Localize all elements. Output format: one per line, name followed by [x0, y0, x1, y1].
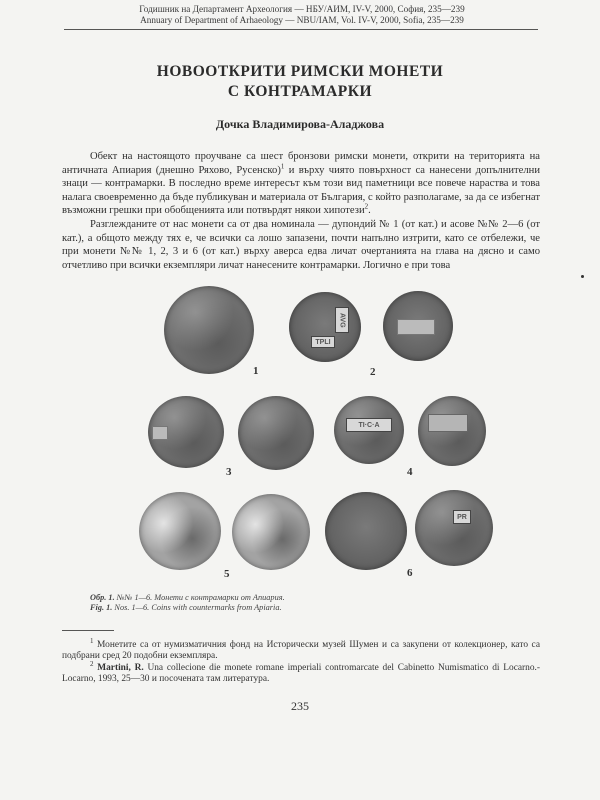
caption-en: Fig. 1. Nos. 1—6. Coins with countermarks from Apiaria.	[90, 603, 282, 612]
paragraph-1: Обект на настоящото проучване са шест бронзови римски монети, открити на територията на античната Апиария (днешно Ряхово, Русенско)$^1$ и върху чиято повърхност са нанесени допълнителни знаци — контрамарки. В последно време интересът към този вид паметници все повече нараства и това налага своевременно да бъде публикуван и материала от България, с който разполагаме, за да се избегнат възможни грешки при обобщенията или потвърдят някои хипотези$^2$.	[62, 151, 541, 217]
countermark-2-reverse	[397, 319, 435, 335]
title-line-1: НОВООТКРИТИ РИМСКИ МОНЕТИ	[156, 63, 444, 80]
coin-2-obverse[interactable]	[289, 292, 361, 362]
countermark-3	[152, 426, 168, 440]
coin-3-label: 3	[226, 466, 232, 478]
coin-6-label: 6	[407, 567, 413, 579]
coin-4-obverse[interactable]	[334, 396, 404, 464]
countermark-avg: AVG	[335, 307, 349, 333]
countermark-tica: TI·C·A	[346, 418, 392, 432]
coin-1-label: 1	[253, 365, 259, 377]
coin-2-label: 2	[370, 366, 376, 378]
header-rule	[64, 29, 538, 30]
running-head	[62, 4, 542, 26]
countermark-tpli: TPLI	[311, 336, 335, 348]
article-author: Дочка Владимирова-Аладжова	[215, 117, 385, 131]
body-text	[62, 150, 540, 272]
countermark-pr: PR	[453, 510, 471, 524]
footnote-ref-2[interactable]: 2	[364, 202, 369, 211]
coin-3-reverse[interactable]	[238, 396, 314, 470]
caption-bg: Обр. 1. №№ 1—6. Монети с контрамарки от Апиария.	[90, 593, 285, 602]
coin-2-reverse[interactable]	[383, 291, 453, 361]
countermark-4-reverse	[428, 414, 468, 432]
coin-4-label: 4	[407, 466, 413, 478]
coin-6-reverse[interactable]	[415, 490, 493, 566]
title-line-2: С КОНТРАМАРКИ	[227, 83, 373, 100]
coin-5-reverse[interactable]	[232, 494, 310, 570]
coin-5-label: 5	[224, 568, 230, 580]
coin-4-reverse[interactable]	[418, 396, 486, 466]
margin-mark	[581, 275, 584, 278]
paragraph-2: Разглежданите от нас монети са от два номинала — дупондий № 1 (от кат.) и асове №№ 2—6 (от кат.), а общото между тях е, че всички са лошо запазени, почти напълно изтрити, като се отбележи, че при монети №№ 1, 2, 3 и 6 (от кат.) върху аверса едва личат очертанията на глава на дясно и само отчетливо при всички екземпляри личат нанесените контрамарки. Логично е при това	[62, 218, 540, 271]
footnote-1: $^1$ Монетите са от нумизматичния фонд на Исторически музей Шумен и са закупени от колекционер, като са подбрани сред 20 подобни екземпляра.	[62, 636, 540, 662]
running-head-en: Annuary of Department of Arhaeology — NBU/IAM, Vol. IV-V, 2000, Sofia, 235—239	[140, 15, 464, 25]
figure-caption	[90, 593, 490, 613]
footnotes	[62, 636, 540, 686]
coin-6-obverse[interactable]	[325, 492, 407, 570]
page-number: 235	[291, 699, 309, 713]
footnote-ref-1[interactable]: 1	[280, 162, 285, 171]
coin-1-image[interactable]	[164, 286, 254, 374]
coin-5-obverse[interactable]	[139, 492, 221, 570]
coin-3-obverse[interactable]	[148, 396, 224, 468]
footnote-2: $^2$ Martini, R. Una collecione die monete romane imperiali contromarcate del Cabinetto Numismatico di Locarno.- Locarno, 1993, 25—30 и посочената там литература.	[62, 659, 540, 685]
article-title	[60, 62, 540, 102]
footnote-rule	[62, 630, 114, 631]
running-head-bg: Годишник на Департамент Археология — НБУ/АИМ, IV-V, 2000, София, 235—239	[139, 4, 465, 14]
